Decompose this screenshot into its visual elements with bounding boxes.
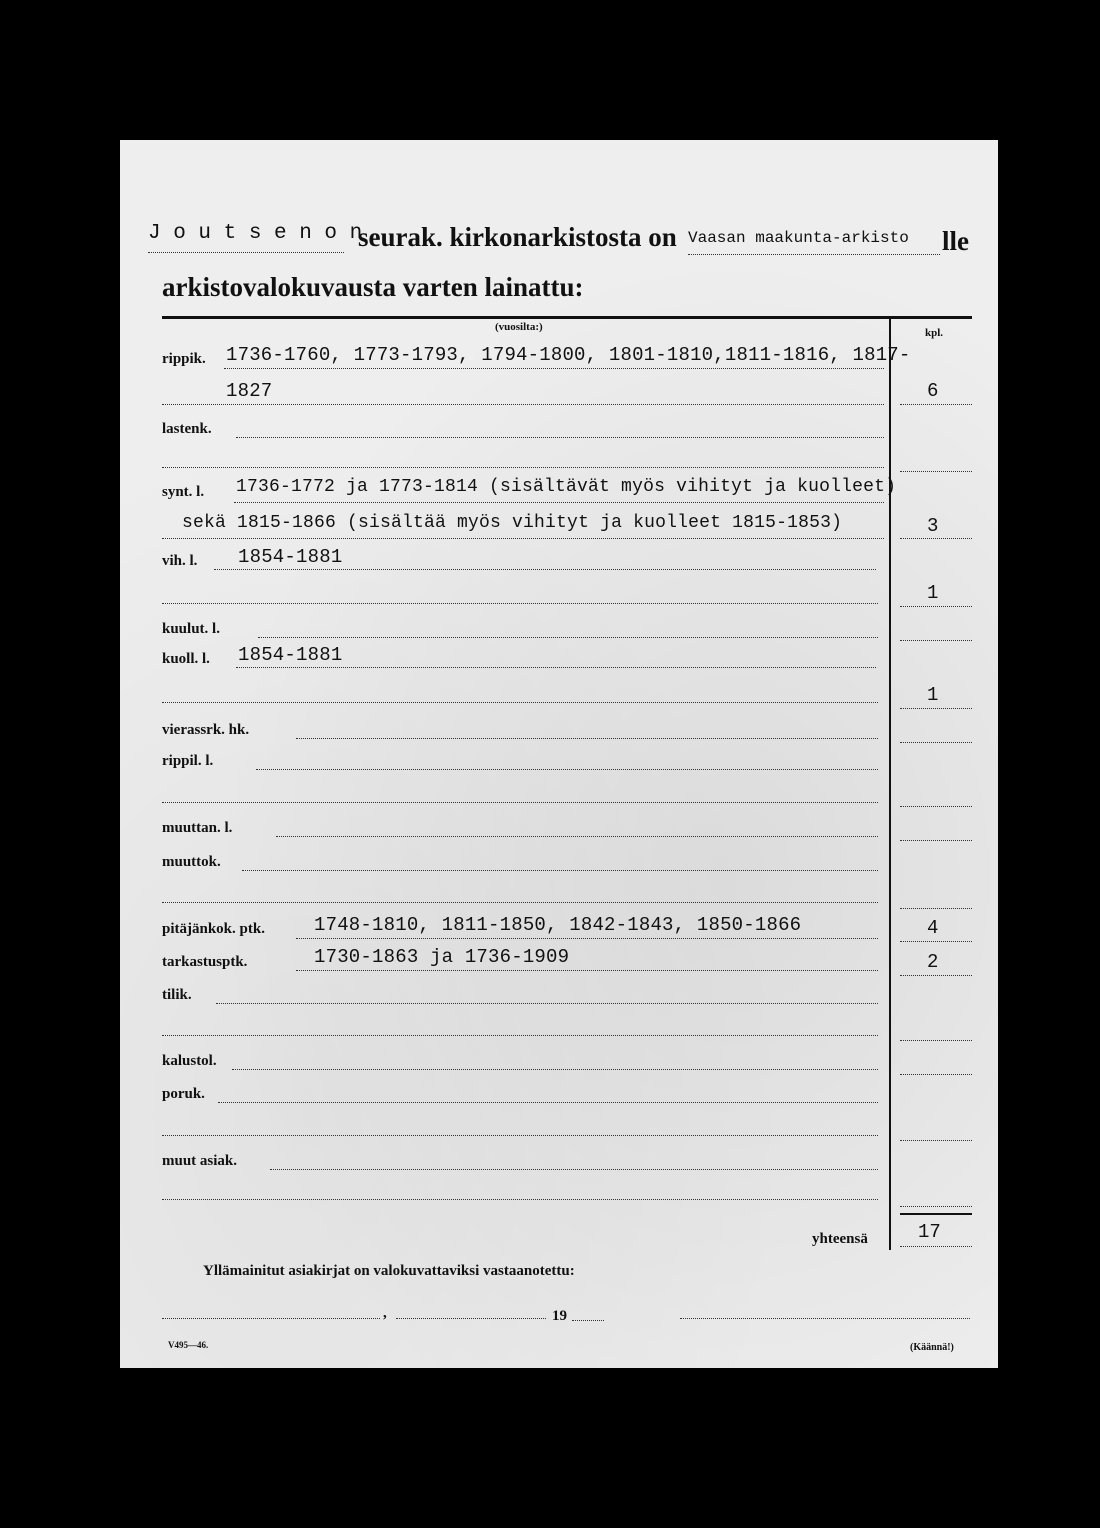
recipient-dotline (688, 254, 940, 255)
dotline (256, 769, 878, 770)
dotline (162, 1035, 878, 1036)
dotline (216, 1003, 878, 1004)
label-rippik: rippik. (162, 351, 206, 367)
count-dotline (900, 1074, 972, 1075)
count-kuoll: 1 (927, 684, 939, 706)
count-tarkastusptk: 2 (927, 951, 939, 973)
count-synt: 3 (927, 515, 939, 537)
label-vierassrk: vierassrk. hk. (162, 722, 250, 738)
dotline (218, 1102, 878, 1103)
value-kuoll: 1854-1881 (238, 644, 343, 666)
value-rippik-2: 1827 (226, 380, 273, 402)
count-dotline (900, 1140, 972, 1141)
dotline (258, 637, 878, 638)
dotline (296, 738, 878, 739)
dotline (242, 870, 878, 871)
dotline (162, 404, 884, 405)
total-value: 17 (918, 1221, 941, 1243)
dotline (162, 1199, 878, 1200)
dotline (162, 1135, 878, 1136)
total-rule (900, 1213, 972, 1215)
dotline (236, 437, 884, 438)
archive-form-sheet (120, 140, 998, 1368)
form-code: V495—46. (168, 1340, 209, 1350)
count-dotline (900, 806, 972, 807)
count-dotline (900, 941, 972, 942)
turn-over-note: (Käännä!) (910, 1342, 954, 1353)
count-dotline (900, 1040, 972, 1041)
top-rule (162, 316, 972, 319)
label-muuttan: muuttan. l. (162, 820, 233, 836)
count-dotline (900, 640, 972, 641)
count-column-rule (889, 318, 891, 1250)
label-kuoll: kuoll. l. (162, 651, 210, 667)
dotline (224, 368, 884, 369)
value-synt-1: 1736-1772 ja 1773-1814 (sisältävät myös vihityt ja kuolleet) (236, 477, 897, 497)
count-dotline (900, 1206, 972, 1207)
dotline (232, 1069, 878, 1070)
count-column-label: kpl. (925, 327, 944, 339)
value-vih: 1854-1881 (238, 546, 343, 568)
count-dotline (900, 606, 972, 607)
years-column-label: (vuosilta:) (495, 321, 543, 333)
label-lastenk: lastenk. (162, 421, 212, 437)
dotline (296, 938, 878, 939)
label-synt: synt. l. (162, 484, 205, 500)
label-pitajankok: pitäjänkok. ptk. (162, 921, 265, 937)
count-dotline (900, 538, 972, 539)
header-text: seurak. kirkonarkistosta on (358, 222, 677, 252)
parish-dotline (148, 252, 344, 253)
value-rippik-1: 1736-1760, 1773-1793, 1794-1800, 1801-1810,1811-1816, 1817- (226, 344, 911, 366)
count-dotline (900, 840, 972, 841)
count-dotline (900, 708, 972, 709)
count-dotline (900, 1246, 972, 1247)
dotline (162, 603, 878, 604)
count-dotline (900, 471, 972, 472)
dotline (162, 702, 878, 703)
dotline (296, 970, 878, 971)
signature-dotline (680, 1318, 970, 1319)
count-dotline (900, 404, 972, 405)
count-dotline (900, 742, 972, 743)
value-pitajankok: 1748-1810, 1811-1850, 1842-1843, 1850-1866 (314, 914, 802, 936)
label-vih: vih. l. (162, 553, 198, 569)
place-dotline (162, 1318, 380, 1319)
label-kuulut: kuulut. l. (162, 621, 220, 637)
date-dotline (396, 1318, 546, 1319)
label-tarkastusptk: tarkastusptk. (162, 954, 248, 970)
year-dotline (572, 1320, 604, 1321)
count-vih: 1 (927, 582, 939, 604)
dotline (162, 538, 884, 539)
value-tarkastusptk: 1730-1863 ja 1736-1909 (314, 946, 570, 968)
dotline (270, 1169, 878, 1170)
dotline (162, 902, 878, 903)
parish-name: J o u t s e n o n (148, 222, 363, 245)
dotline (276, 836, 878, 837)
label-muut-asiak: muut asiak. (162, 1153, 238, 1169)
total-label: yhteensä (812, 1231, 868, 1247)
dotline (162, 467, 884, 468)
label-rippil: rippil. l. (162, 753, 214, 769)
dotline (162, 802, 878, 803)
dotline (214, 569, 876, 570)
received-statement: Yllämainitut asiakirjat on valokuvattaviksi vastaanotettu: (203, 1263, 575, 1279)
label-kalustol: kalustol. (162, 1053, 217, 1069)
count-dotline (900, 975, 972, 976)
label-poruk: poruk. (162, 1086, 205, 1102)
header-suffix: lle (942, 226, 969, 256)
value-synt-2: sekä 1815-1866 (sisältää myös vihityt ja kuolleet 1815-1853) (182, 513, 843, 533)
dotline (234, 502, 884, 503)
dotline (236, 667, 876, 668)
label-muuttok: muuttok. (162, 854, 221, 870)
recipient-name: Vaasan maakunta-arkisto (688, 229, 909, 247)
count-pitajankok: 4 (927, 917, 939, 939)
count-rippik: 6 (927, 380, 939, 402)
header-line2: arkistovalokuvausta varten lainattu: (162, 272, 584, 302)
footer-comma: , (383, 1305, 387, 1321)
footer-year: 19 (552, 1308, 567, 1324)
label-tilik: tilik. (162, 987, 192, 1003)
count-dotline (900, 908, 972, 909)
